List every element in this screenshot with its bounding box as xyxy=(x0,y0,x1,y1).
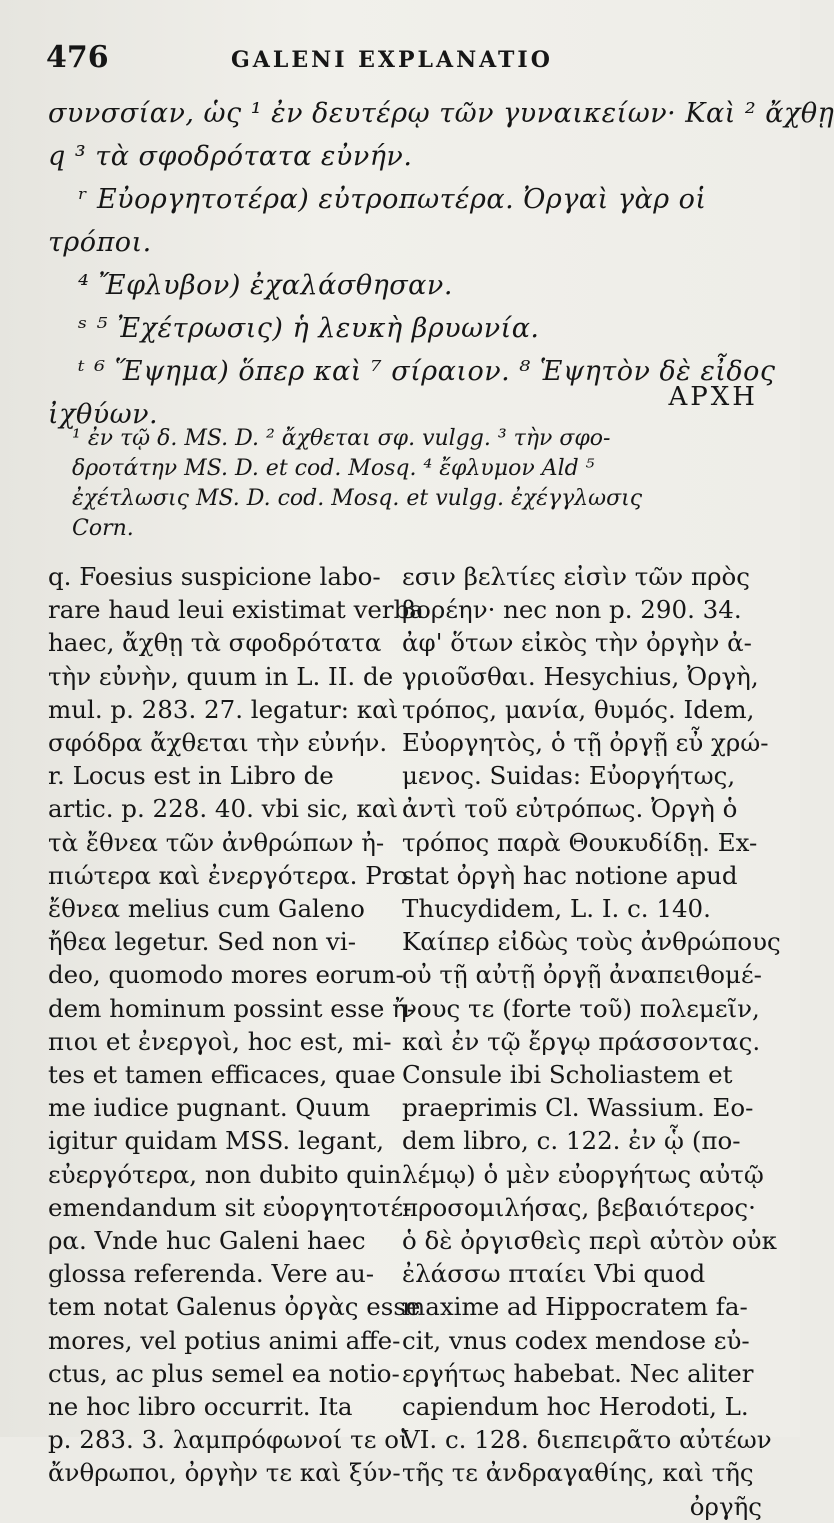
column-line: VI. c. 128. διεπειρᾶτο αὐτέων xyxy=(402,1425,772,1455)
text-line: ᵗ ⁶ Ἕψημα) ὅπερ καὶ ⁷ σίραιον. ⁸ Ἑψητὸν δὲ εἶδος xyxy=(78,356,776,387)
column-line: r. Locus est in Libro de xyxy=(48,761,334,791)
column-line: τὴν εὐνὴν, quum in L. II. de xyxy=(48,661,394,691)
column-line: q. Foesius suspicione labo- xyxy=(48,562,381,591)
column-line: πιώτερα καὶ ἐνεργότερα. Pro xyxy=(48,860,409,890)
column-line: mul. p. 283. 27. legatur: καὶ xyxy=(48,694,399,724)
column-line: cit, vnus codex mendose εὐ- xyxy=(402,1325,750,1355)
column-line: ἐλάσσω πταίει Vbi quod xyxy=(402,1259,706,1289)
column-line: τὰ ἔθνεα τῶν ἀνθρώπων ἠ- xyxy=(48,827,385,857)
column-line: Εὐοργητὸς, ὁ τῇ ὀργῇ εὖ χρώ- xyxy=(402,728,769,758)
column-line: τῆς τε ἀνδραγαθίης, καὶ τῆς xyxy=(402,1458,754,1488)
column-line: artic. p. 228. 40. vbi sic, καὶ xyxy=(48,794,398,824)
page-header xyxy=(46,40,766,80)
column-line: praeprimis Cl. Wassium. Eo- xyxy=(402,1093,754,1123)
text-line: τρόποι. xyxy=(48,227,152,258)
column-line: igitur quidam MSS. legant, xyxy=(48,1126,385,1156)
left-column xyxy=(48,560,424,1490)
column-line: ἄνθρωποι, ὀργὴν τε καὶ ξύν- xyxy=(48,1458,401,1488)
column-line: νους τε (forte τοῦ) πολεμεῖν, xyxy=(402,993,760,1023)
column-line: Consule ibi Scholiastem et xyxy=(402,1060,733,1090)
column-line: dem libro, c. 122. ἐν ᾧ (πο- xyxy=(402,1126,741,1156)
column-line: πιοι et ἐνεργοὶ, hoc est, mi- xyxy=(48,1026,392,1056)
column-line: dem hominum possint esse ἤ- xyxy=(48,993,416,1023)
column-line: tes et tamen efficaces, quae xyxy=(48,1060,396,1090)
page-number: 476 xyxy=(46,40,109,75)
column-line: ὁ δὲ ὀργισθεὶς περὶ αὐτὸν οὐκ xyxy=(402,1226,777,1256)
column-line: τρόπος, μανία, θυμός. Idem, xyxy=(402,694,755,724)
column-line: tem notat Galenus ὀργὰς esse xyxy=(48,1292,421,1322)
column-line: εργήτως habebat. Nec aliter xyxy=(402,1358,754,1388)
column-line: εὐεργότερα, non dubito quin xyxy=(48,1159,402,1189)
running-head: GALENI EXPLANATIO xyxy=(231,47,553,73)
column-line: γριοῦσθαι. Hesychius, Ὀργὴ, xyxy=(402,661,759,691)
main-text xyxy=(48,92,834,436)
column-line: οὐ τῇ αὐτῇ ὀργῇ ἀναπειθομέ- xyxy=(402,960,762,990)
column-line: προσομιλήσας, βεβαιότερος· xyxy=(402,1192,756,1222)
column-line: καὶ ἐν τῷ ἔργῳ πράσσοντας. xyxy=(402,1026,761,1056)
column-line: λέμῳ) ὁ μὲν εὐοργήτως αὐτῷ xyxy=(402,1159,764,1189)
note-line: δροτάτην MS. D. et cod. Mosq. ⁴ ἔφλυμον Ald ⁵ xyxy=(72,456,595,481)
note-line: Corn. xyxy=(72,516,134,541)
column-line: εσιν βελτίες εἰσὶν τῶν πρὸς xyxy=(402,562,750,591)
text-line: ˢ ⁵ Ἐχέτρωσις) ἡ λευκὴ βρυωνία. xyxy=(78,313,540,344)
text-line: συνσσίαν, ὡς ¹ ἐν δευτέρῳ τῶν γυναικείων· Καὶ ² ἄχθῃ xyxy=(48,98,834,129)
column-line: ne hoc libro occurrit. Ita xyxy=(48,1392,353,1422)
column-line: emendandum sit εὐοργητοτέ- xyxy=(48,1192,412,1222)
text-line: ʳ Εὐοργητοτέρα) εὐτροπωτέρα. Ὀργαὶ γὰρ οἱ xyxy=(78,184,707,215)
note-line: ἐχέτλωσις MS. D. cod. Mosq. et vulgg. ἐχέγγλωσις xyxy=(72,486,643,511)
column-line: βορέην· nec non p. 290. 34. xyxy=(402,595,742,625)
column-line: mores, vel potius animi affe- xyxy=(48,1325,401,1355)
column-line: ἔθνεα melius cum Galeno xyxy=(48,894,365,924)
column-line: me iudice pugnant. Quum xyxy=(48,1093,371,1123)
critical-notes xyxy=(72,424,762,544)
column-line: haec, ἄχθῃ τὰ σφοδρότατα xyxy=(48,628,382,658)
column-line: ctus, ac plus semel ea notio- xyxy=(48,1358,400,1388)
column-line: capiendum hoc Herodoti, L. xyxy=(402,1392,749,1422)
column-line: σφόδρα ἄχθεται τὴν εὐνήν. xyxy=(48,728,388,758)
column-line: glossa referenda. Vere au- xyxy=(48,1259,375,1289)
column-line: Thucydidem, L. I. c. 140. xyxy=(402,894,711,924)
right-column xyxy=(402,560,781,1523)
text-line: ἰχθύων. xyxy=(48,399,159,430)
column-line: maxime ad Hippocratem fa- xyxy=(402,1292,748,1322)
column-line: τρόπος παρὰ Θουκυδίδῃ. Ex- xyxy=(402,827,758,857)
column-line: ἀφ' ὅτων εἰκὸς τὴν ὀργὴν ἀ- xyxy=(402,628,752,658)
column-line: p. 283. 3. λαμπρόφωνοί τε οἱ xyxy=(48,1425,409,1455)
note-line: ¹ ἐν τῷ δ. MS. D. ² ἄχθεται σφ. vulgg. ³ τὴν σφο- xyxy=(72,426,611,451)
column-line: deo, quomodo mores eorum- xyxy=(48,960,404,990)
column-line: ἤθεα legetur. Sed non vi- xyxy=(48,927,356,957)
column-line: ρα. Vnde huc Galeni haec xyxy=(48,1226,366,1256)
text-line: ⁴ Ἔφλυβον) ἐχαλάσθησαν. xyxy=(78,270,453,301)
column-line: stat ὀργὴ hac notione apud xyxy=(402,860,738,890)
column-line: μενος. Suidas: Εὐοργήτως, xyxy=(402,761,736,791)
text-line: q ³ τὰ σφοδρότατα εὐνήν. xyxy=(48,141,413,172)
section-heading: ΑΡΧΗ xyxy=(668,382,758,412)
column-line: rare haud leui existimat verba xyxy=(48,595,424,625)
column-line: Καίπερ εἰδὼς τοὺς ἀνθρώπους xyxy=(402,927,781,957)
catchword: ὀργῆς xyxy=(689,1491,762,1521)
column-line: ἀντὶ τοῦ εὐτρόπως. Ὀργὴ ὁ xyxy=(402,794,738,824)
